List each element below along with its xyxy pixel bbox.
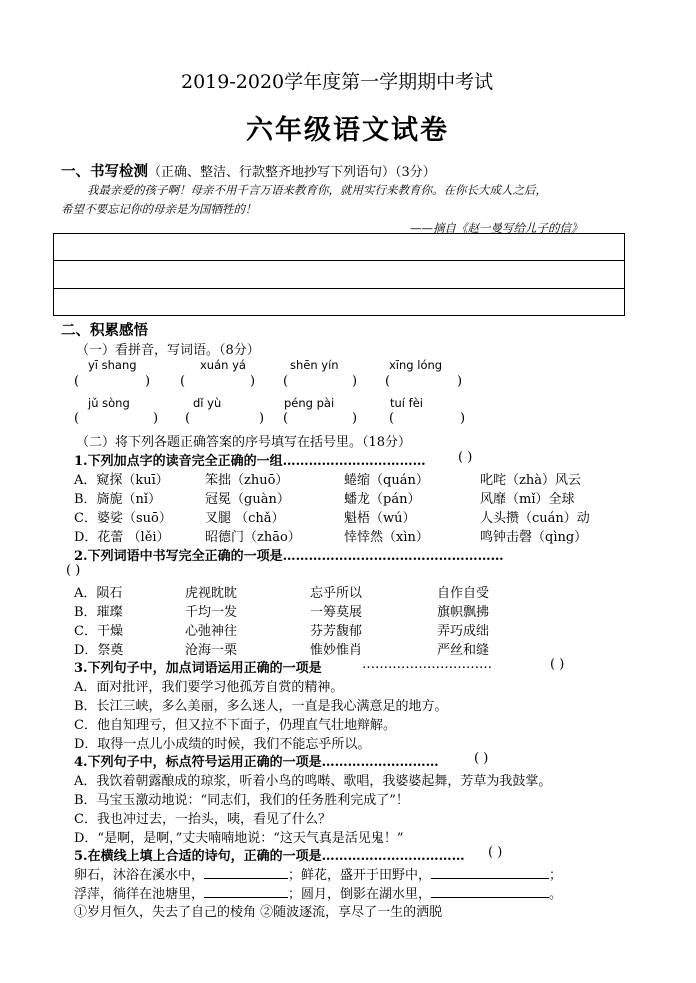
q4-option-a: A．我饮着朝露酿成的琼浆，听着小鸟的鸣啭、歌唱，我婆婆起舞，芳草为我鼓掌。 (74, 774, 552, 789)
question-5-answer-slot[interactable]: ( ) (488, 845, 503, 860)
answer-bracket-close: ) (153, 411, 159, 426)
section1-heading-line (61, 160, 436, 181)
q4-option-b: B．马宝玉激动地说：“同志们，我们的任务胜利完成了”！ (74, 793, 409, 808)
section1-instruction: （正确、整洁、行款整齐地抄写下列语句）（3分） (148, 165, 436, 180)
answer-bracket-open: ( (74, 374, 80, 389)
q1-option-b-word: 冠冕（guàn） (205, 492, 290, 507)
q5-line-2-part-1: 浮萍，徜徉在池塘里， (74, 887, 205, 902)
question-5-stem: 5.在横线上填上合适的诗句，正确的一项是…………………………… (74, 849, 465, 864)
answer-bracket-close: ) (259, 411, 265, 426)
answer-field[interactable] (190, 374, 246, 390)
q3-option-c: C．他自知理亏，但又拉不下面子，仍理直气壮地辩解。 (74, 718, 396, 733)
q1-option-d-word: 鸣钟击磬（qìng） (480, 530, 588, 545)
answer-field[interactable] (195, 411, 255, 427)
exam-title: 2019-2020学年度第一学期期中考试 (181, 71, 494, 93)
q1-option-c-word: 魁梧（wú） (344, 511, 416, 526)
q2-option-d-word: 沧海一栗 (185, 643, 238, 658)
q5-choices: ①岁月恒久，失去了自己的棱角 ②随波逐流，享尽了一生的洒脱 (74, 905, 443, 920)
answer-bracket-close: ) (460, 411, 466, 426)
pinyin-3: shēn yín (290, 358, 339, 372)
fill-in-blank[interactable] (204, 885, 288, 898)
q2-option-b-word: 一筹莫展 (310, 605, 363, 620)
q2-option-b: B．璀璨 (74, 605, 123, 620)
fill-in-blank[interactable] (431, 885, 549, 898)
q3-option-b: B．长江三峡，多么美丽，多么迷人，一直是我心满意足的地方。 (74, 699, 448, 714)
q2-option-a-word: 忘乎所以 (310, 586, 363, 601)
question-3-answer-slot[interactable]: ( ) (550, 657, 565, 672)
answer-field[interactable] (395, 374, 451, 390)
q1-option-a-word: 蜷缩（quán） (344, 473, 429, 488)
q5-line-1 (74, 864, 562, 883)
q4-option-c: C．我也冲过去，一抬头，咦，看见了什么？ (74, 812, 331, 827)
part1-heading: （一）看拼音，写词语。（8分） (76, 343, 260, 358)
q5-line-1-part-2: ；鲜花，盛开于田野中， (288, 868, 432, 883)
question-2-stem: 2.下列词语中书写完全正确的一项是…………………………………………… (74, 549, 504, 564)
q1-option-d-word: 昭德门（zhāo） (205, 530, 301, 545)
answer-bracket-open: ( (180, 374, 186, 389)
question-1-answer-slot[interactable]: ( ) (458, 450, 473, 465)
question-3-stem: 3.下列句子中，加点词语运用正确的一项是 (74, 661, 322, 676)
answer-bracket-open: ( (74, 411, 80, 426)
q4-option-d: D．“是啊，是啊，”丈夫喃喃地说：“这天气真是活见鬼！” (74, 831, 404, 846)
answer-field[interactable] (293, 374, 349, 390)
writing-rule (54, 288, 624, 289)
answer-bracket-close: ) (145, 374, 151, 389)
q1-option-c-word: 人头攒（cuán）动 (480, 511, 590, 526)
q2-option-c-word: 心弛神往 (185, 624, 238, 639)
fill-in-blank[interactable] (431, 866, 549, 879)
q1-option-c: C．婆娑（suō） (74, 511, 172, 526)
section1-heading: 一、书写检测 (61, 163, 148, 180)
pinyin-7: péng pài (284, 396, 335, 410)
question-4-answer-slot[interactable]: ( ) (474, 751, 489, 766)
q1-option-d: D．花蕾 （lěi） (74, 530, 170, 545)
q5-line-2-part-2: ；圆月，倒影在湖水里， (288, 887, 432, 902)
passage-line-2: 希望不要忘记你的母亲是为国牺牲的！ (61, 202, 257, 216)
answer-bracket-close: ) (250, 374, 256, 389)
q3-option-d: D．取得一点儿小成绩的时候，我们不能忘乎所以。 (74, 737, 371, 752)
q2-option-b-word: 千均一发 (185, 605, 238, 620)
q5-line-1-part-1: 卵石，沐浴在溪水中， (74, 868, 205, 883)
q1-option-b-word: 风靡（mǐ）全球 (480, 492, 575, 507)
q1-option-a-word: 叱咤（zhà）风云 (480, 473, 581, 488)
q2-option-c-word: 芬芳馥郁 (310, 624, 363, 639)
q5-line-2-part-3: 。 (549, 887, 563, 902)
q3-option-a: A．面对批评，我们要学习他孤芳自赏的精神。 (74, 680, 344, 695)
answer-bracket-close: ) (457, 374, 463, 389)
question-3-dots: ………………………… (362, 657, 492, 672)
q1-option-a-word: 笨拙（zhuō） (205, 473, 289, 488)
answer-field[interactable] (84, 411, 148, 427)
pinyin-6: dǐ yù (193, 396, 222, 410)
answer-field[interactable] (84, 374, 140, 390)
answer-field[interactable] (399, 411, 455, 427)
q1-option-a: A．窥探（kuī） (74, 473, 169, 488)
q2-option-c: C．干燥 (74, 624, 123, 639)
q2-option-a: A．陨石 (74, 586, 123, 601)
pinyin-1: yī shang (88, 358, 137, 372)
paper-title: 六年级语文试卷 (246, 115, 449, 146)
q2-option-d: D．祭奠 (74, 643, 124, 658)
answer-bracket-open: ( (283, 374, 289, 389)
question-4-stem: 4.下列句子中，标点符号运用正确的一项是……………………… (74, 755, 439, 770)
q1-option-d-word: 悻悻然（xìn） (344, 530, 429, 545)
question-2-answer-slot[interactable]: ( ) (66, 563, 81, 578)
q2-option-a-word: 虎视眈眈 (185, 586, 238, 601)
q5-line-1-part-3: ； (549, 868, 563, 883)
copy-writing-box[interactable] (53, 233, 625, 316)
q2-option-a-word: 自作自受 (437, 586, 490, 601)
passage-line-1: 我最亲爱的孩子啊！母亲不用千言万语来教育你，就用实行来教育你。在你长大成人之后， (87, 183, 547, 197)
q1-option-c-word: 叉腿 （chǎ） (205, 511, 285, 526)
pinyin-8: tuí fèi (390, 396, 423, 410)
answer-bracket-open: ( (185, 411, 191, 426)
part2-heading: （二）将下列各题正确答案的序号填写在括号里。（18分） (76, 435, 412, 450)
answer-bracket-close: ) (352, 374, 358, 389)
pinyin-5: jǔ sòng (88, 396, 130, 410)
q2-option-c-word: 弄巧成绌 (437, 624, 490, 639)
answer-bracket-open: ( (283, 411, 289, 426)
answer-field[interactable] (293, 411, 347, 427)
q1-option-b-word: 蟠龙（pán） (344, 492, 421, 507)
q1-option-b: B．旖旎（nǐ） (74, 492, 162, 507)
passage-source: ——摘自《赵一曼写给儿子的信》 (410, 221, 583, 235)
answer-bracket-close: ) (352, 411, 358, 426)
q2-option-d-word: 严丝和缝 (437, 643, 490, 658)
writing-rule (54, 260, 624, 261)
section2-heading: 二、积累感悟 (61, 322, 148, 339)
q5-line-2 (74, 883, 562, 902)
pinyin-4: xīng lóng (389, 358, 443, 372)
fill-in-blank[interactable] (204, 866, 288, 879)
q2-option-b-word: 旗帜飘拂 (437, 605, 490, 620)
answer-bracket-open: ( (389, 411, 395, 426)
answer-bracket-open: ( (385, 374, 391, 389)
pinyin-2: xuán yá (200, 358, 246, 372)
question-1-stem: 1.下列加点字的读音完全正确的一组…………………………… (74, 454, 426, 469)
q2-option-d-word: 惟妙惟肖 (310, 643, 363, 658)
